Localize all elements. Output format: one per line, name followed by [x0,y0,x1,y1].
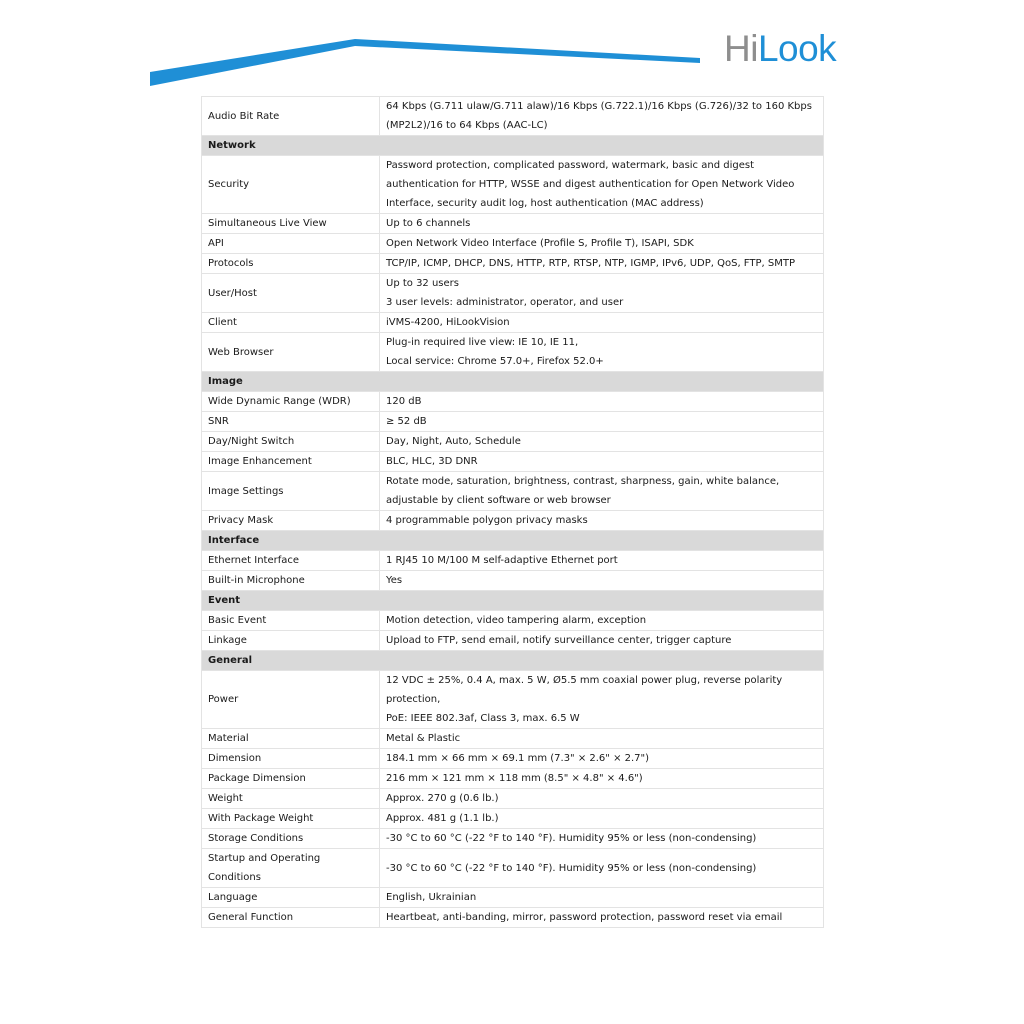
spec-value-line: Plug-in required live view: IE 10, IE 11, [386,337,579,348]
spec-value [380,611,824,631]
table-row [202,333,824,372]
section-title: General [202,651,824,671]
spec-label: Ethernet Interface [202,551,380,571]
spec-value-line: TCP/IP, ICMP, DHCP, DNS, HTTP, RTP, RTSP, NTP, IGMP, IPv6, UDP, QoS, FTP, SMTP [386,258,795,269]
spec-value-line: authentication for HTTP, WSSE and digest authentication for Open Network Video [386,179,795,190]
table-row [202,729,824,749]
spec-value-line: ≥ 52 dB [386,416,427,427]
spec-value-line: Password protection, complicated password, watermark, basic and digest [386,160,754,171]
spec-value-line: Metal & Plastic [386,733,461,744]
section-title: Network [202,136,824,156]
spec-label: Storage Conditions [202,829,380,849]
spec-value-line: Open Network Video Interface (Profile S, Profile T), ISAPI, SDK [386,238,694,249]
spec-label: Weight [202,789,380,809]
spec-value-line: Day, Night, Auto, Schedule [386,436,521,447]
spec-value-line: 3 user levels: administrator, operator, and user [386,297,624,308]
table-row [202,392,824,412]
spec-label: Power [202,671,380,729]
spec-label: With Package Weight [202,809,380,829]
table-row [202,908,824,928]
spec-label: Language [202,888,380,908]
spec-value-line: Up to 32 users [386,278,459,289]
table-row [202,313,824,333]
hilook-logo [724,24,836,74]
spec-label: Audio Bit Rate [202,97,380,136]
spec-value-line: BLC, HLC, 3D DNR [386,456,478,467]
table-row [202,671,824,729]
spec-label: API [202,234,380,254]
spec-value-line: Yes [386,575,403,586]
spec-label: Image Settings [202,472,380,511]
table-row [202,888,824,908]
spec-value-line: 4 programmable polygon privacy masks [386,515,588,526]
spec-value [380,392,824,412]
spec-value [380,551,824,571]
spec-value-line: English, Ukrainian [386,892,477,903]
spec-table [201,96,824,928]
spec-label: Security [202,156,380,214]
spec-value-line: Upload to FTP, send email, notify surveillance center, trigger capture [386,635,732,646]
spec-value-line: 12 VDC ± 25%, 0.4 A, max. 5 W, Ø5.5 mm coaxial power plug, reverse polarity [386,675,783,686]
table-row [202,432,824,452]
spec-value [380,274,824,313]
spec-value [380,729,824,749]
spec-label: Wide Dynamic Range (WDR) [202,392,380,412]
table-row [202,511,824,531]
section-header [202,136,824,156]
spec-value-line: Up to 6 channels [386,218,471,229]
spec-label: SNR [202,412,380,432]
spec-value-line: protection, [386,694,441,705]
spec-label: User/Host [202,274,380,313]
spec-value [380,888,824,908]
table-row [202,97,824,136]
spec-value-line: 1 RJ45 10 M/100 M self-adaptive Ethernet port [386,555,618,566]
table-row [202,551,824,571]
spec-label: Protocols [202,254,380,274]
spec-label: Web Browser [202,333,380,372]
spec-value-line: 216 mm × 121 mm × 118 mm (8.5" × 4.8" × 4.6") [386,773,643,784]
spec-value-line: 64 Kbps (G.711 ulaw/G.711 alaw)/16 Kbps (G.722.1)/16 Kbps (G.726)/32 to 160 Kbps [386,101,812,112]
section-title: Interface [202,531,824,551]
table-row [202,631,824,651]
section-header [202,591,824,611]
spec-value [380,254,824,274]
spec-label: Material [202,729,380,749]
spec-value [380,156,824,214]
spec-value [380,571,824,591]
spec-label: Privacy Mask [202,511,380,531]
spec-value-line: PoE: IEEE 802.3af, Class 3, max. 6.5 W [386,713,580,724]
table-row [202,849,824,888]
spec-label: Basic Event [202,611,380,631]
spec-value [380,412,824,432]
section-title: Event [202,591,824,611]
spec-value [380,313,824,333]
section-title: Image [202,372,824,392]
table-row [202,789,824,809]
spec-value-line: -30 °C to 60 °C (-22 °F to 140 °F). Humidity 95% or less (non-condensing) [386,862,757,874]
spec-label: Image Enhancement [202,452,380,472]
table-row [202,571,824,591]
banner-shape [150,39,700,86]
table-row [202,254,824,274]
table-row [202,829,824,849]
spec-value [380,829,824,849]
spec-value-line: adjustable by client software or web browser [386,495,611,506]
spec-label: Simultaneous Live View [202,214,380,234]
spec-value [380,472,824,511]
table-row [202,809,824,829]
section-header [202,372,824,392]
spec-value [380,908,824,928]
spec-label: Day/Night Switch [202,432,380,452]
spec-value-line: 184.1 mm × 66 mm × 69.1 mm (7.3" × 2.6" × 2.7") [386,753,650,764]
spec-value [380,333,824,372]
section-header [202,651,824,671]
spec-value-line: iVMS-4200, HiLookVision [386,317,510,328]
table-row [202,769,824,789]
spec-value-line: -30 °C to 60 °C (-22 °F to 140 °F). Humidity 95% or less (non-condensing) [386,833,757,844]
spec-value-line: Approx. 481 g (1.1 lb.) [386,813,499,824]
spec-value [380,769,824,789]
table-row [202,749,824,769]
table-row [202,412,824,432]
spec-value-line: Motion detection, video tampering alarm, exception [386,615,647,626]
spec-value [380,809,824,829]
spec-table-body [202,97,824,928]
spec-value-line: Approx. 270 g (0.6 lb.) [386,793,499,804]
logo-hi-text: Hi [724,28,758,69]
spec-label: General Function [202,908,380,928]
table-row [202,472,824,511]
spec-value [380,849,824,888]
spec-value-line: Interface, security audit log, host authentication (MAC address) [386,198,704,209]
spec-value [380,97,824,136]
spec-value [380,511,824,531]
spec-label: Linkage [202,631,380,651]
spec-value-line: (MP2L2)/16 to 64 Kbps (AAC-LC) [386,120,548,131]
spec-value [380,789,824,809]
spec-label: Dimension [202,749,380,769]
spec-value [380,671,824,729]
table-row [202,611,824,631]
spec-label: Package Dimension [202,769,380,789]
logo-look-text: Look [757,28,837,69]
spec-label-line: Startup and Operating [208,853,321,864]
section-header [202,531,824,551]
spec-value [380,749,824,769]
spec-value-line: 120 dB [386,396,422,407]
spec-value [380,432,824,452]
spec-value-line: Local service: Chrome 57.0+, Firefox 52.0+ [386,356,604,367]
spec-value [380,631,824,651]
table-row [202,274,824,313]
spec-value-line: Heartbeat, anti-banding, mirror, password protection, password reset via email [386,912,783,923]
table-row [202,156,824,214]
spec-label [202,849,380,888]
table-row [202,452,824,472]
spec-label: Client [202,313,380,333]
table-row [202,234,824,254]
header-banner [0,0,1024,100]
spec-label: Built-in Microphone [202,571,380,591]
spec-value-line: Rotate mode, saturation, brightness, contrast, sharpness, gain, white balance, [386,476,780,487]
table-row [202,214,824,234]
spec-value [380,234,824,254]
spec-value [380,452,824,472]
spec-label-line: Conditions [208,872,261,883]
spec-value [380,214,824,234]
